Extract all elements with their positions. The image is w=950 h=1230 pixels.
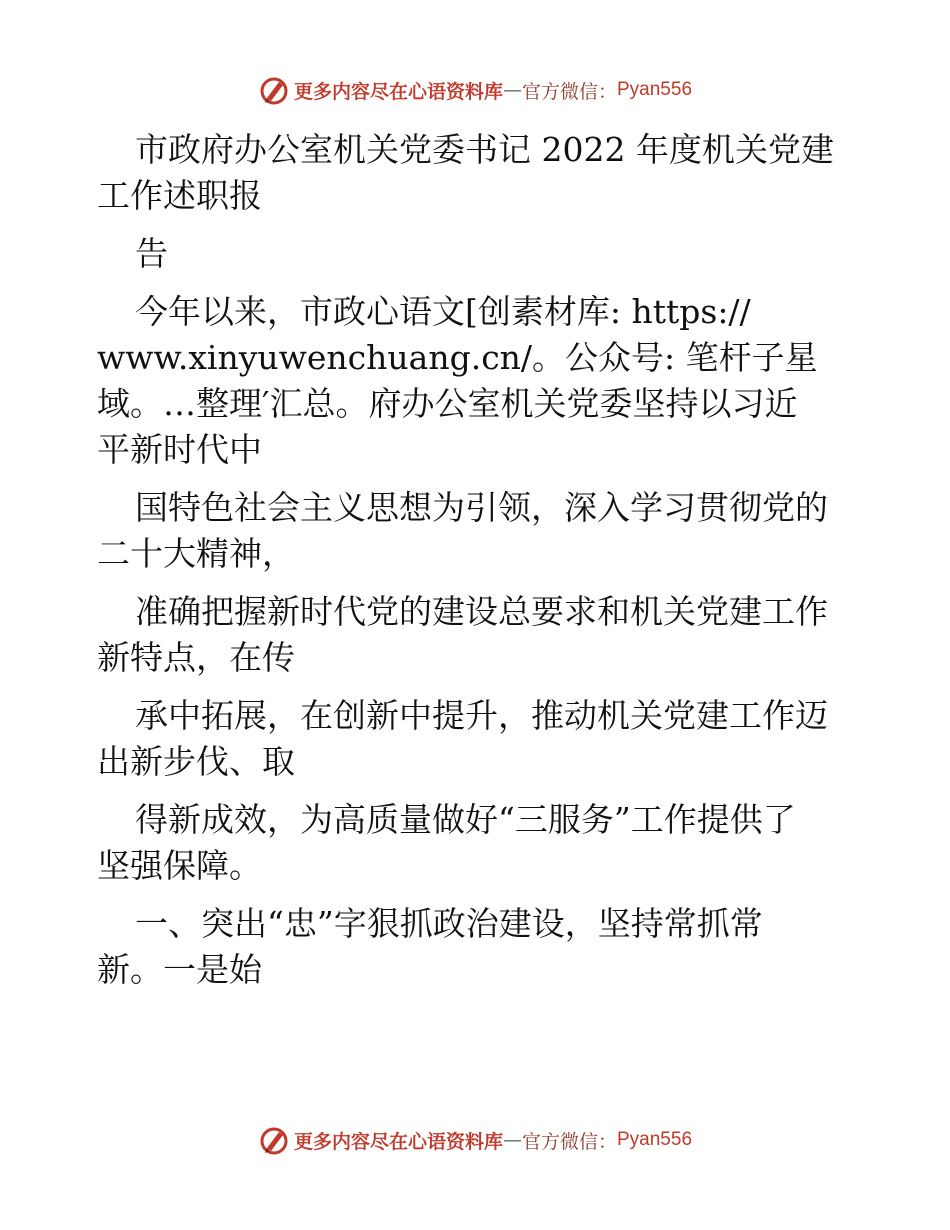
text-line: 今年以来，市政心语文[创素材库: https:// xyxy=(135,292,751,331)
banner-main-text: 更多内容尽在心语资料库 xyxy=(293,1130,503,1153)
text-line: www.xinyuwenchuang.cn/。公众号: 笔杆子星 xyxy=(97,338,818,377)
text-line: 新。一是始 xyxy=(97,950,262,989)
banner-dash: — xyxy=(502,79,522,101)
text-line: 一、突出“忠”字狠抓政治建设，坚持常抓常 xyxy=(135,904,763,943)
text-line: 告 xyxy=(135,234,168,273)
text-line: 准确把握新时代党的建设总要求和机关党建工作 xyxy=(135,592,828,631)
text-line: 域。…整理′汇总。府办公室机关党委坚持以习近 xyxy=(97,384,798,423)
text-line: 平新时代中 xyxy=(97,430,262,469)
pen-logo-icon xyxy=(258,1124,290,1156)
banner-wechat-id: Pyan556 xyxy=(617,1129,693,1150)
text-line: 出新步伐、取 xyxy=(97,742,295,781)
banner-wechat-label: 官方微信： xyxy=(521,80,617,103)
text-line: 工作述职报 xyxy=(97,176,262,215)
text-line: 国特色社会主义思想为引领，深入学习贯彻党的 xyxy=(135,488,828,527)
footer-banner xyxy=(0,1120,950,1160)
banner-wechat-id: Pyan556 xyxy=(617,79,693,100)
text-line: 得新成效，为高质量做好“三服务”工作提供了 xyxy=(135,800,796,839)
document-body xyxy=(97,127,857,993)
pen-logo-icon xyxy=(258,74,290,106)
banner-dash: — xyxy=(502,1129,522,1151)
text-line: 二十大精神， xyxy=(97,534,295,573)
text-line: 新特点，在传 xyxy=(97,638,295,677)
banner-wechat-label: 官方微信： xyxy=(521,1130,617,1153)
text-line: 市政府办公室机关党委书记 2022 年度机关党建 xyxy=(135,130,834,169)
header-banner xyxy=(0,70,950,110)
text-line: 坚强保障。 xyxy=(97,846,262,885)
banner-main-text: 更多内容尽在心语资料库 xyxy=(293,80,503,103)
text-line: 承中拓展，在创新中提升，推动机关党建工作迈 xyxy=(135,696,828,735)
